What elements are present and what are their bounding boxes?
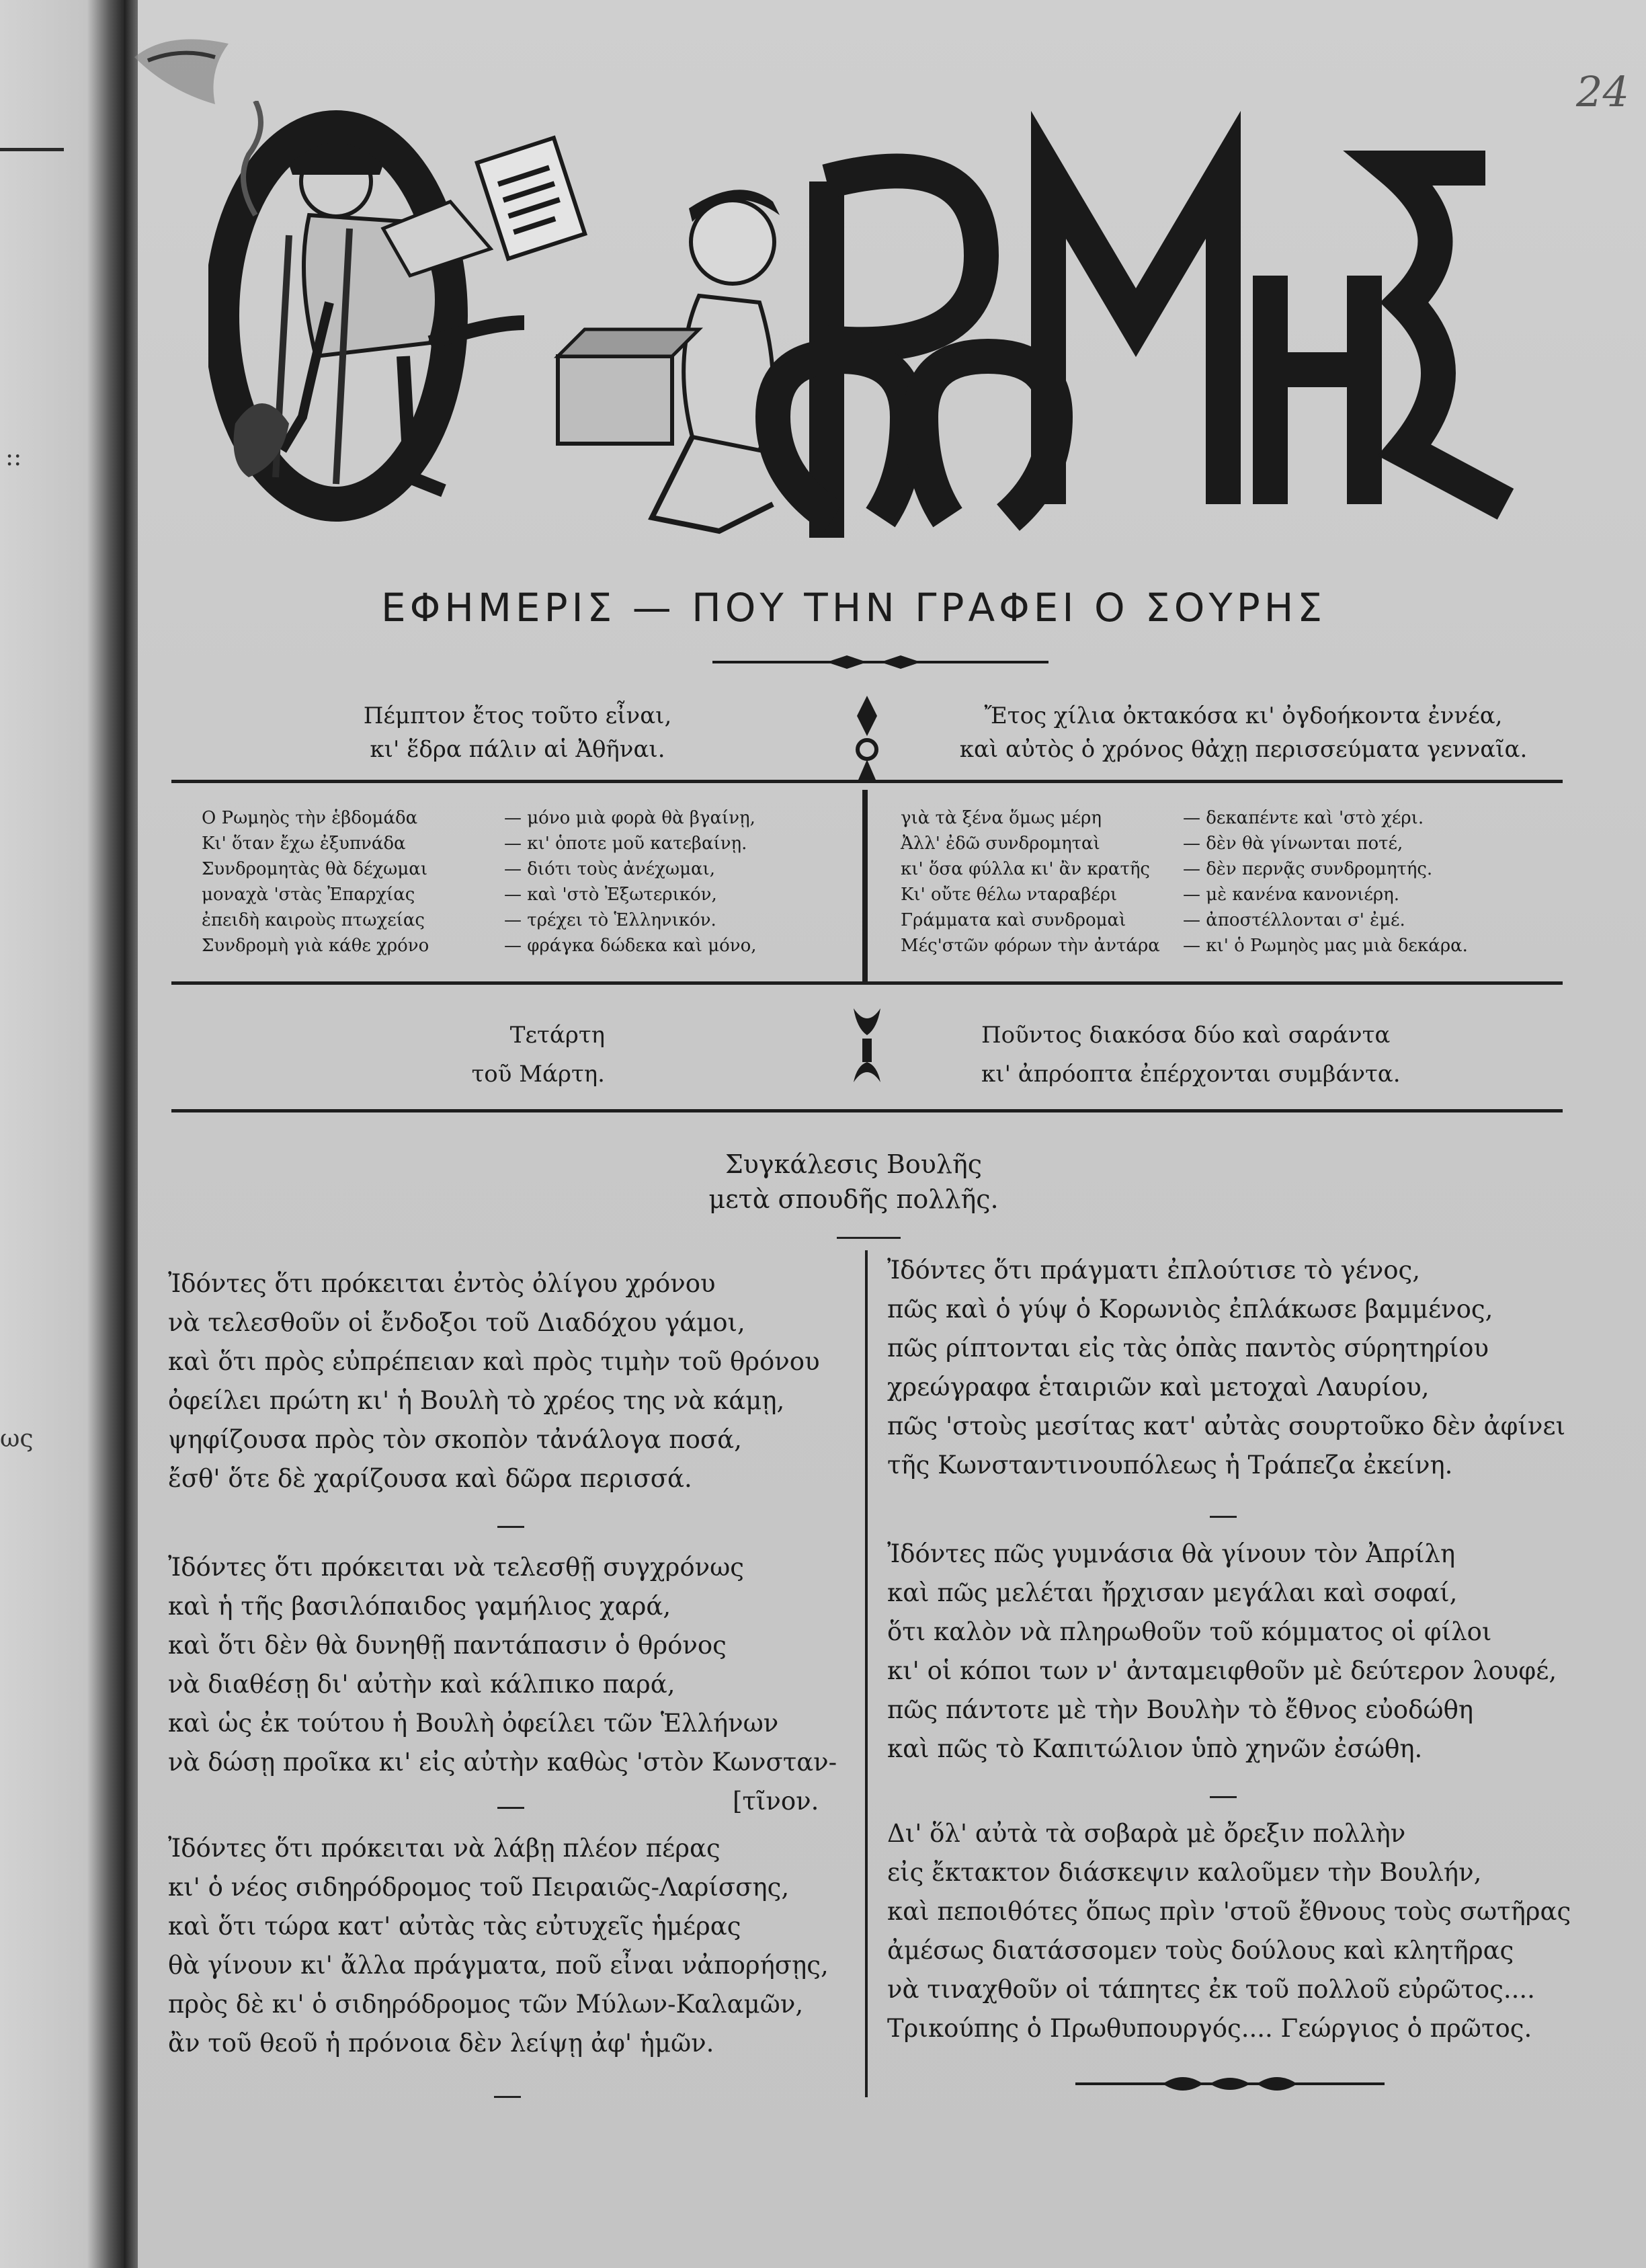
poem-line: καὶ ὅτι δὲν θὰ δυνηθῇ παντάπασιν ὁ θρόνος [168,1631,727,1660]
poem-line: ὅτι καλὸν νὰ πληρωθοῦν τοῦ κόμματος οἱ φίλοι [887,1617,1492,1646]
poem-line: Δι' ὅλ' αὐτὰ τὰ σοβαρὰ μὲ ὄρεξιν πολλὴν [887,1819,1406,1848]
article-title: Συγκάλεσις Βουλῆς [725,1149,983,1179]
poem-line: Ἰδόντες ὅτι πρόκειται νὰ λάβῃ πλέον πέρας [168,1834,721,1863]
vignette-ornament [850,1002,884,1089]
poem-line-continuation: [τῖνον. [733,1787,819,1816]
page-gutter [124,0,138,2268]
left-page-fragment: ως [0,1425,34,1453]
poem-line: καὶ ὅτι πρὸς εὐπρέπειαν καὶ πρὸς τιμὴν τοῦ θρόνου [168,1347,820,1376]
poem-line: ἀμέσως διατάσσομεν τοὺς δούλους καὶ κλητῆρας [887,1936,1514,1965]
stanza-separator [1210,1796,1237,1798]
torn-corner [128,30,235,111]
boy-shoeshine-figure [558,190,780,531]
stanza-separator [497,1526,524,1528]
poem-line: νὰ τελεσθοῦν οἱ ἔνδοξοι τοῦ Διαδόχου γάμοι, [168,1308,745,1337]
poem-line: πῶς πάντοτε μὲ τὴν Βουλὴν τὸ ἔθνος εὐοδώθη [887,1695,1474,1724]
poem-line: Ἰδόντες ὅτι πρόκειται νὰ τελεσθῇ συγχρόνως [168,1553,744,1582]
left-page-rule [0,148,64,151]
header-verse-left-1: Πέμπτον ἔτος τοῦτο εἶναι, [363,702,672,729]
poem-line: καὶ πεποιθότες ὅπως πρὶν 'στοῦ ἔθνους τοὺς σωτῆρας [887,1897,1571,1926]
poem-line: τῆς Κωνσταντινουπόλεως ἡ Τράπεζα ἐκείνη. [887,1451,1453,1480]
stanza-separator [497,1807,524,1809]
column-divider [865,1250,868,2097]
poem-line: πῶς 'στοὺς μεσίτας κατ' αὐτὰς σουρτοῦκο δὲν ἀφίνει [887,1412,1566,1441]
poem-line: ἔσθ' ὅτε δὲ χαρίζουσα καὶ δῶρα περισσά. [168,1464,692,1493]
poem-line: ἂν τοῦ θεοῦ ἡ πρόνοια δὲν λείψῃ ἀφ' ἡμῶν. [168,2029,714,2058]
poem-line: Ἰδόντες ὅτι πρόκειται ἐντὸς ὀλίγου χρόνου [168,1269,716,1298]
poem-line: Τρικούπης ὁ Πρωθυπουργός.... Γεώργιος ὁ πρῶτος. [887,2014,1532,2043]
end-ornament [1075,2070,1385,2097]
poem-line: νὰ δώσῃ προῖκα κι' εἰς αὐτὴν καθὼς 'στὸν Κωνσταν- [168,1748,837,1777]
header-verse-left-2: κι' ἕδρα πάλιν αἱ Ἀθῆναι. [370,736,665,763]
masthead-lettering [773,168,1506,538]
poem-line: κι' οἱ κόποι των ν' ἀνταμειφθοῦν μὲ δεύτερον λουφέ, [887,1656,1557,1685]
masthead-illustration [208,101,1526,558]
poem-line: Ἰδόντες πῶς γυμνάσια θὰ γίνουν τὸν Ἀπρίλη [887,1539,1456,1568]
left-page-fragment: :: [5,444,22,471]
stanza-separator [1210,1516,1237,1518]
divider-ornament [712,652,1048,672]
poem-line: Ἰδόντες ὅτι πράγματι ἐπλούτισε τὸ γένος, [887,1256,1420,1285]
horizontal-rule [171,780,1563,783]
poem-line: νὰ τιναχθοῦν οἱ τάπητες ἐκ τοῦ πολλοῦ εὐρῶτος.... [887,1975,1535,2004]
adjacent-page-edge [0,0,124,2268]
poem-line: πῶς καὶ ὁ γύψ ὁ Κορωνιὸς ἐπλάκωσε βαμμένος, [887,1295,1493,1324]
poem-line: καὶ ἡ τῆς βασιλόπαιδος γαμήλιος χαρά, [168,1592,671,1621]
issue-month: τοῦ Μάρτη. [471,1061,605,1088]
poem-line: κι' ὁ νέος σιδηρόδρομος τοῦ Πειραιῶς-Λαρίσσης, [168,1873,790,1902]
page-number: 24 [1576,67,1629,116]
poem-line: καὶ πῶς μελέται ἤρχισαν μεγάλαι καὶ σοφαί, [887,1578,1458,1607]
poem-line: καὶ ὅτι τώρα κατ' αὐτὰς τὰς εὐτυχεῖς ἡμέρας [168,1912,741,1941]
poem-line: ὀφείλει πρώτη κι' ἡ Βουλὴ τὸ χρέος της νὰ κάμῃ, [168,1386,785,1415]
poem-line: πρὸς δὲ κι' ὁ σιδηρόδρομος τῶν Μύλων-Καλαμῶν, [168,1990,804,2019]
poem-line: νὰ διαθέσῃ δι' αὐτὴν καὶ κάλπικο παρά, [168,1670,675,1699]
poem-line: θὰ γίνουν κι' ἄλλα πράγματα, ποῦ εἶναι νἀπορήσῃς, [168,1951,829,1980]
poem-line: χρεώγραφα ἑταιριῶν καὶ μετοχαὶ Λαυρίου, [887,1373,1430,1402]
vignette-ornament [850,696,884,783]
poem-line: καὶ ὡς ἐκ τούτου ἡ Βουλὴ ὀφείλει τῶν Ἑλλήνων [168,1709,779,1738]
poem-line: εἰς ἔκτακτον διάσκεψιν καλοῦμεν τὴν Βουλήν, [887,1858,1482,1887]
poem-line: ψηφίζουσα πρὸς τὸν σκοπὸν τἀνάλογα ποσά, [168,1425,742,1454]
poem-line: πῶς ρίπτονται εἰς τὰς ὀπὰς παντὸς σύρητηρίου [887,1334,1489,1363]
stanza-separator [494,2096,521,2098]
header-verse-right-1: Ἔτος χίλια ὀκτακόσα κι' ὀγδοήκοντα ἐννέα, [984,702,1503,729]
poem-line: καὶ πῶς τὸ Καπιτώλιον ὑπὸ χηνῶν ἐσώθη. [887,1734,1423,1763]
horizontal-rule [171,1109,1563,1112]
issue-day: Τετάρτη [509,1022,605,1049]
title-separator [837,1237,901,1239]
horizontal-rule [171,981,1563,985]
center-column-rule [862,790,868,981]
header-verse-right-2: καὶ αὐτὸς ὁ χρόνος θἀχῃ περισσεύματα γενναῖα. [959,736,1528,763]
article-subtitle: μετὰ σπουδῆς πολλῆς. [708,1184,999,1214]
subtitle: ΕΦΗΜΕΡΙΣ — ΠΟΥ ΤΗΝ ΓΡΑΦΕΙ Ο ΣΟΥΡΗΣ [380,585,1327,631]
issue-motto: κι' ἀπρόοπτα ἐπέρχονται συμβάντα. [981,1061,1401,1088]
issue-number: Ποῦντος διακόσα δύο καὶ σαράντα [981,1022,1391,1049]
